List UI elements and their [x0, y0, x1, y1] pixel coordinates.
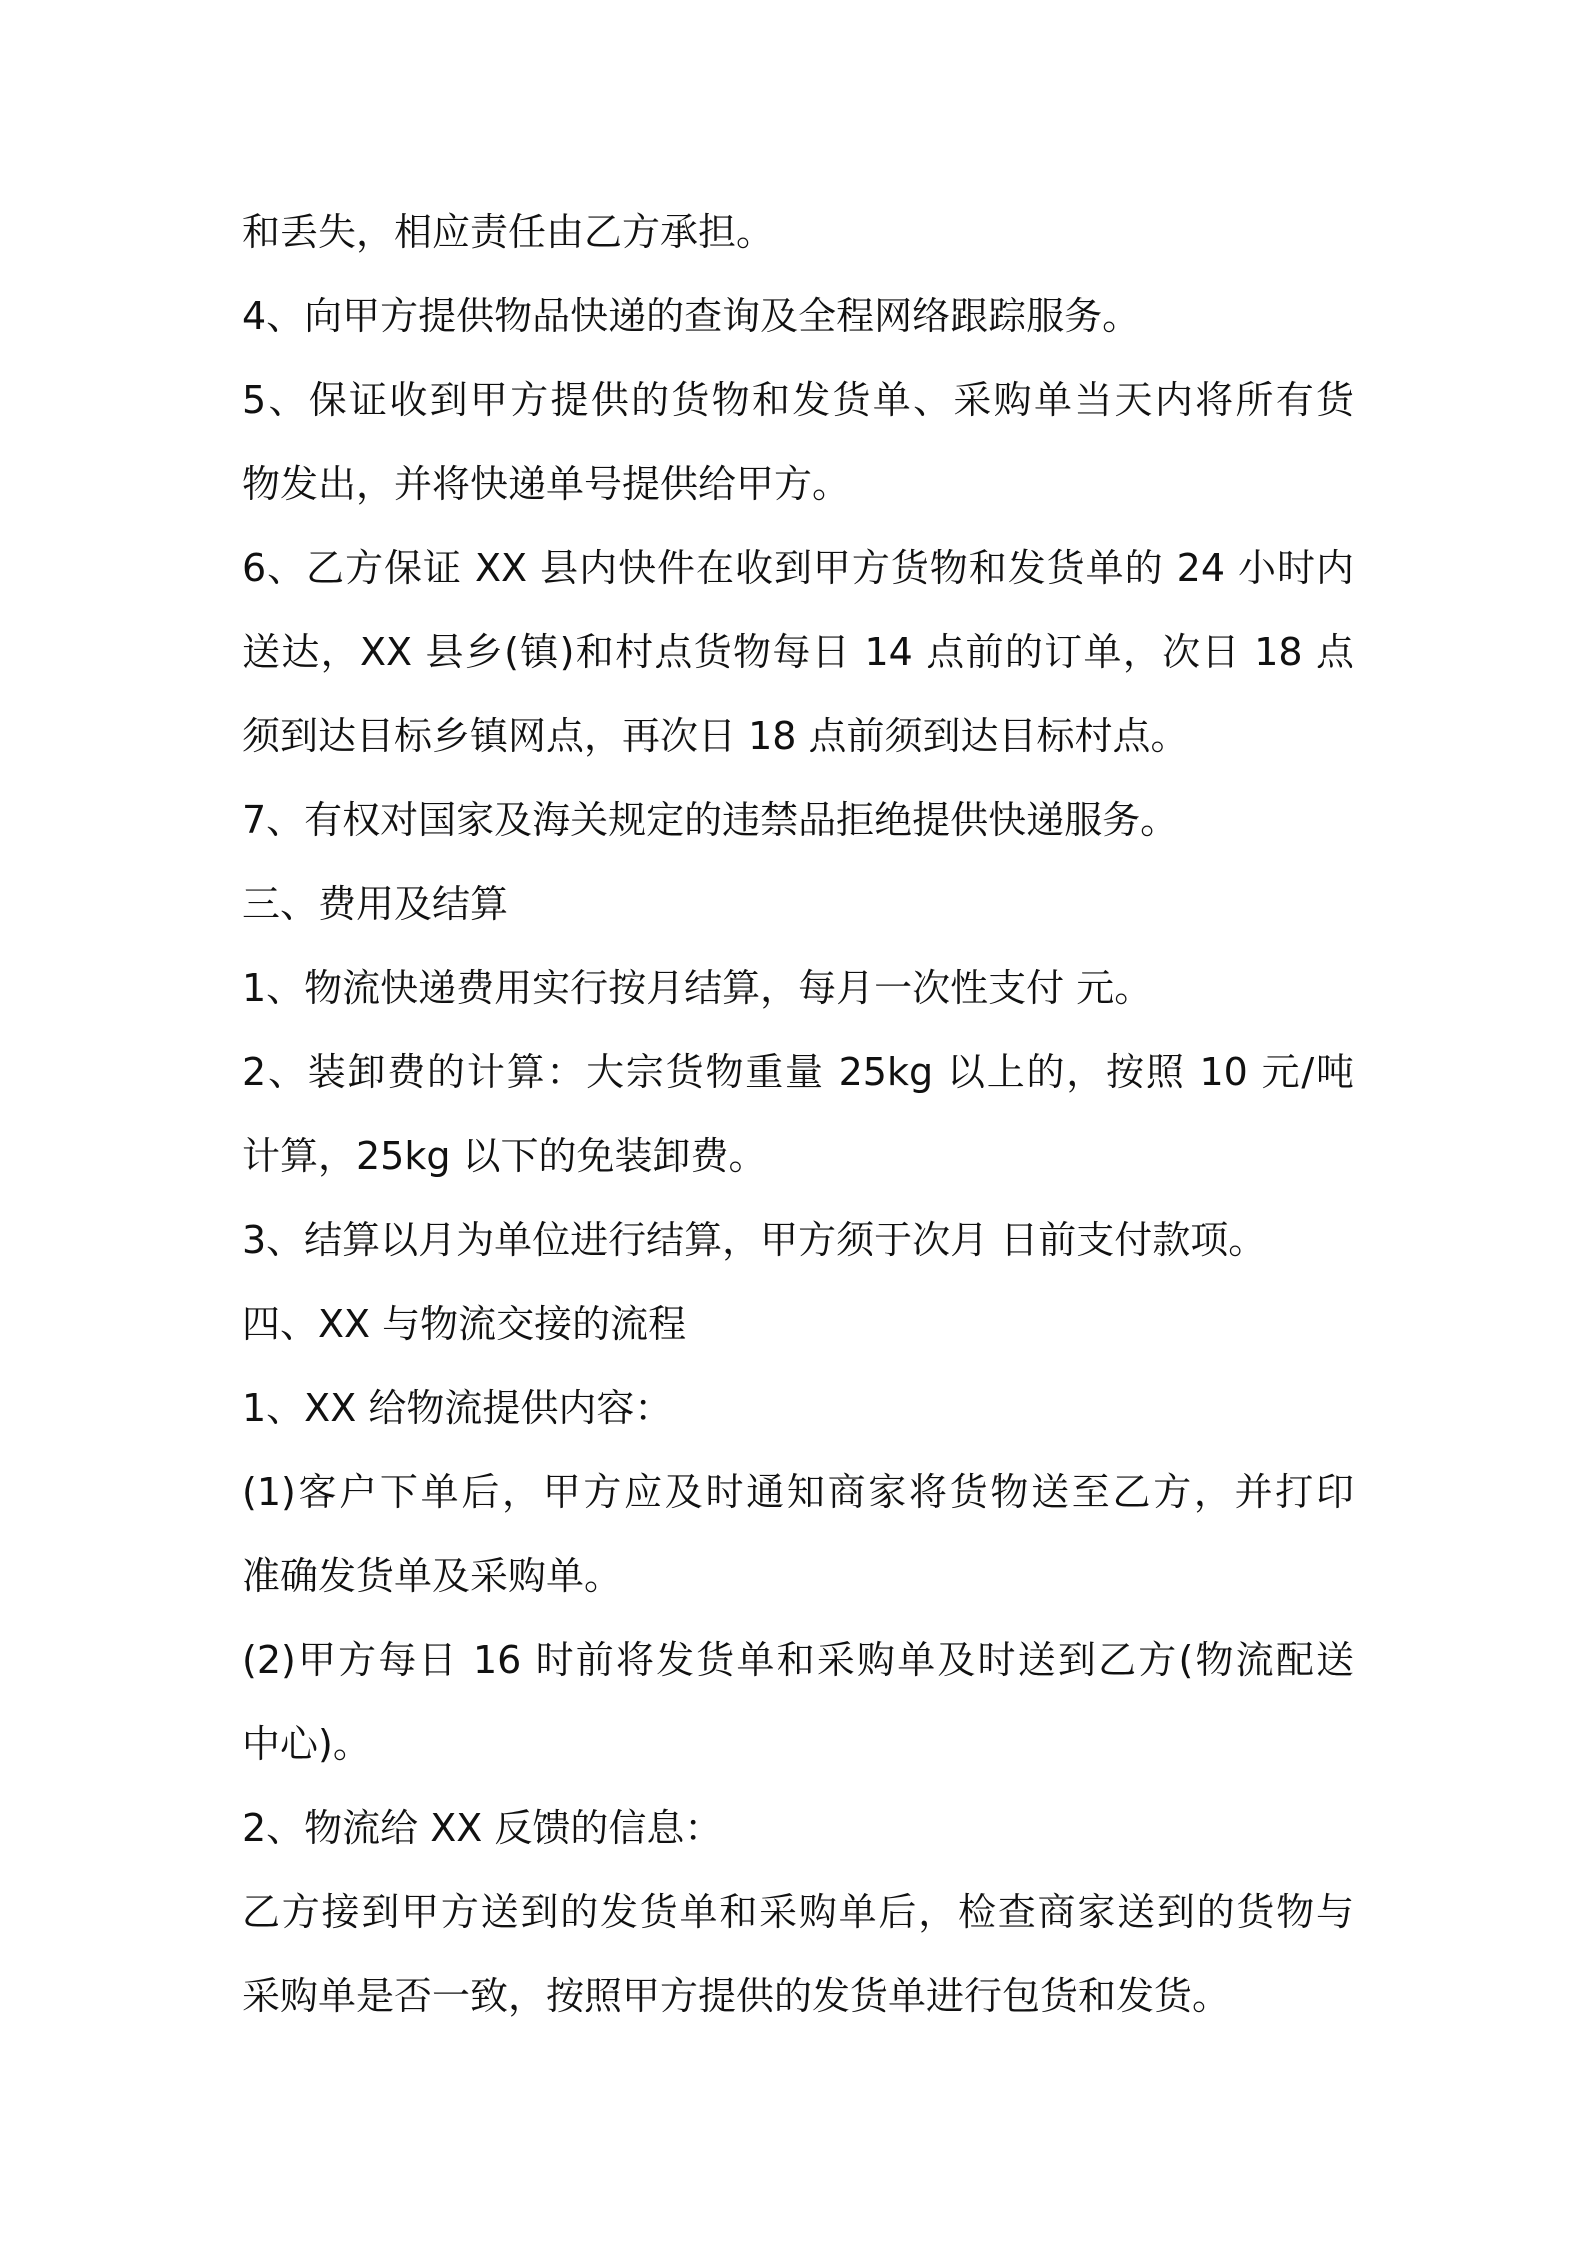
text-line: 乙方接到甲方送到的发货单和采购单后，检查商家送到的货物与 [242, 1890, 1354, 1934]
text-line: 准确发货单及采购单。 [242, 1554, 623, 1598]
text-line: 中心)。 [242, 1722, 371, 1766]
text-line: 3、结算以月为单位进行结算，甲方须于次月 日前支付款项。 [242, 1218, 1267, 1262]
text-line: 7、有权对国家及海关规定的违禁品拒绝提供快递服务。 [242, 798, 1179, 842]
text-line: (1)客户下单后，甲方应及时通知商家将货物送至乙方，并打印 [242, 1470, 1354, 1514]
text-line: 5、保证收到甲方提供的货物和发货单、采购单当天内将所有货 [242, 378, 1354, 422]
text-line: 计算，25kg 以下的免装卸费。 [242, 1134, 767, 1178]
text-line: 4、向甲方提供物品快递的查询及全程网络跟踪服务。 [242, 294, 1141, 338]
text-line: 采购单是否一致，按照甲方提供的发货单进行包货和发货。 [242, 1974, 1231, 2018]
text-line: 1、XX 给物流提供内容： [242, 1386, 673, 1430]
text-line: 和丢失，相应责任由乙方承担。 [242, 210, 775, 254]
text-line: (2)甲方每日 16 时前将发货单和采购单及时送到乙方(物流配送 [242, 1638, 1354, 1682]
section-heading: 三、费用及结算 [242, 882, 509, 926]
section-heading: 四、XX 与物流交接的流程 [242, 1302, 687, 1346]
document-body [242, 190, 1354, 2038]
text-line: 6、乙方保证 XX 县内快件在收到甲方货物和发货单的 24 小时内 [242, 546, 1354, 590]
text-line: 送达，XX 县乡(镇)和村点货物每日 14 点前的订单，次日 18 点 [242, 630, 1354, 674]
text-line: 1、物流快递费用实行按月结算，每月一次性支付 元。 [242, 966, 1153, 1010]
text-line: 2、装卸费的计算：大宗货物重量 25kg 以上的，按照 10 元/吨 [242, 1050, 1354, 1094]
text-line: 须到达目标乡镇网点，再次日 18 点前须到达目标村点。 [242, 714, 1189, 758]
text-line: 物发出，并将快递单号提供给甲方。 [242, 462, 851, 506]
text-line: 2、物流给 XX 反馈的信息： [242, 1806, 723, 1850]
